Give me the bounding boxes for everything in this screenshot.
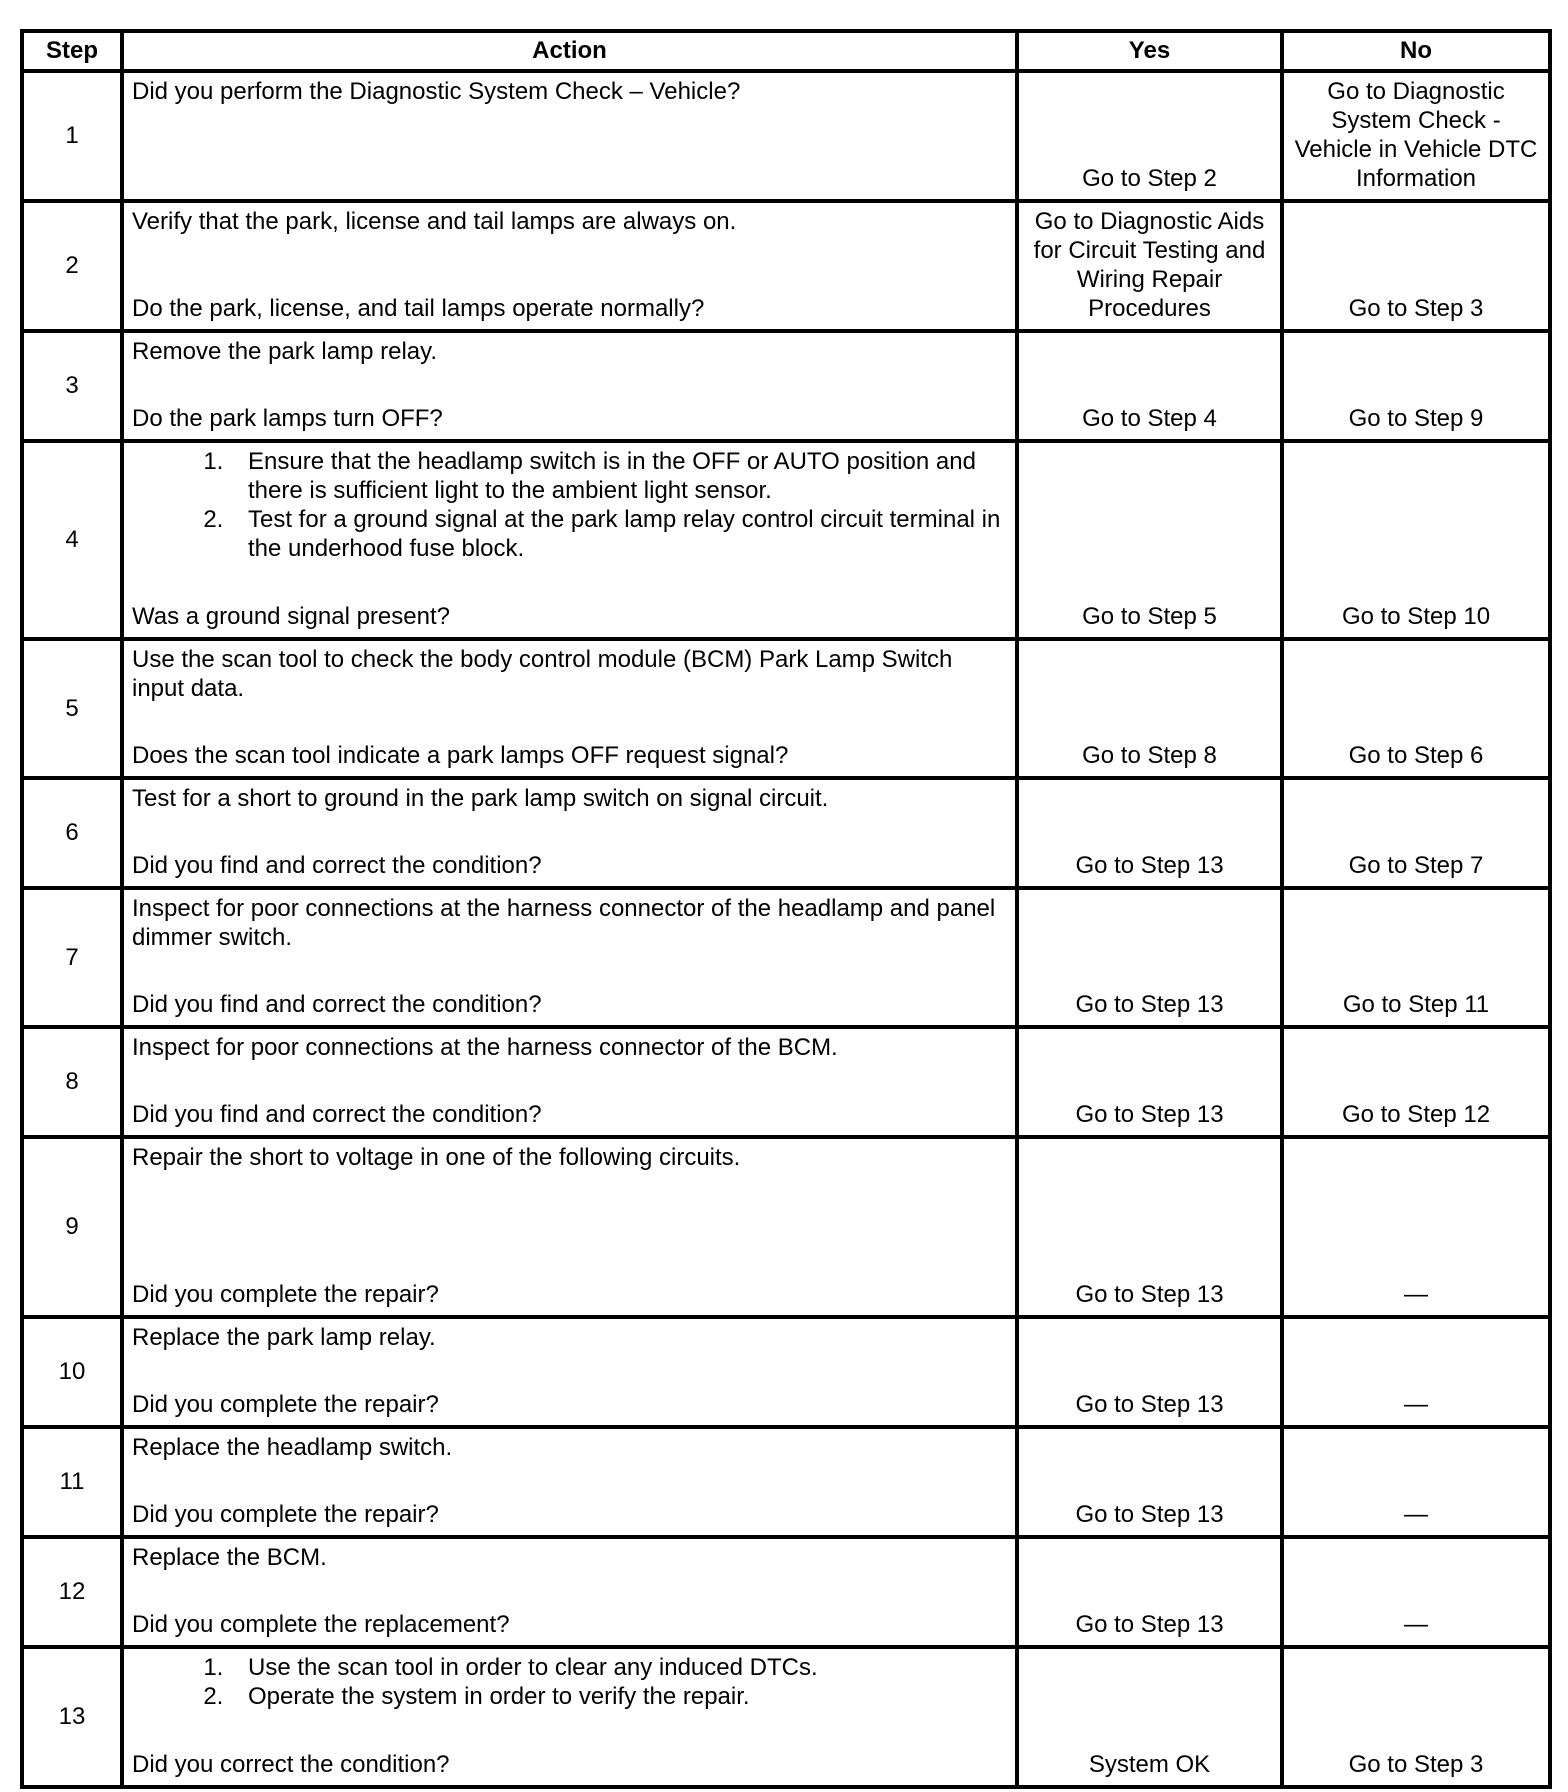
action-text: Use the scan tool to check the body control module (BCM) Park Lamp Switch input data. (132, 646, 953, 702)
yes-cell (1017, 1647, 1282, 1787)
action-instructions (132, 1653, 1007, 1711)
yes-result: Go to Step 13 (1075, 1501, 1224, 1528)
yes-result: Go to Step 8 (1082, 742, 1217, 769)
no-cell (1282, 1137, 1550, 1317)
no-cell (1282, 639, 1550, 778)
action-step-item: 2. Operate the system in order to verify the repair. (230, 1682, 1007, 1711)
table-row (22, 1317, 1550, 1427)
action-cell (122, 1427, 1017, 1537)
yes-result: Go to Step 13 (1075, 1391, 1224, 1418)
yes-cell (1017, 778, 1282, 888)
no-result: Go to Diagnostic System Check - Vehicle in Vehicle DTC Information (1294, 78, 1538, 192)
action-text: Did you perform the Diagnostic System Check – Vehicle? (132, 78, 741, 105)
yes-result: System OK (1088, 1751, 1211, 1778)
no-result: — (1404, 1501, 1428, 1528)
yes-result: Go to Step 13 (1075, 1611, 1224, 1638)
no-result: Go to Step 3 (1348, 295, 1484, 322)
yes-result: Go to Step 13 (1075, 852, 1224, 879)
step-number: 1 (22, 71, 122, 201)
action-cell (122, 441, 1017, 639)
action-cell (122, 1647, 1017, 1787)
table-row (22, 1647, 1550, 1787)
yes-cell (1017, 1027, 1282, 1137)
step-number: 6 (22, 778, 122, 888)
action-steps-list (132, 447, 1007, 563)
action-text: Repair the short to voltage in one of the following circuits. (132, 1144, 741, 1171)
no-cell (1282, 71, 1550, 201)
table-row (22, 888, 1550, 1027)
action-text: Inspect for poor connections at the harness connector of the BCM. (132, 1034, 838, 1061)
action-question: Did you find and correct the condition? (132, 991, 542, 1018)
no-result: — (1404, 1611, 1428, 1638)
action-cell (122, 331, 1017, 441)
action-question: Did you complete the repair? (132, 1391, 439, 1418)
action-text: Remove the park lamp relay. (132, 338, 438, 365)
action-cell (122, 778, 1017, 888)
action-question: Did you complete the repair? (132, 1501, 439, 1528)
yes-result: Go to Step 4 (1082, 405, 1217, 432)
table-row (22, 1537, 1550, 1647)
step-number: 10 (22, 1317, 122, 1427)
step-number: 5 (22, 639, 122, 778)
diagnostic-table (20, 29, 1552, 1789)
action-cell (122, 1027, 1017, 1137)
action-cell (122, 1317, 1017, 1427)
yes-result: Go to Step 2 (1082, 165, 1217, 192)
yes-cell (1017, 71, 1282, 201)
action-instructions (132, 1033, 1007, 1062)
action-cell (122, 71, 1017, 201)
action-question: Did you complete the replacement? (132, 1611, 510, 1638)
no-cell (1282, 1427, 1550, 1537)
table-row (22, 1137, 1550, 1317)
action-question: Did you find and correct the condition? (132, 1101, 542, 1128)
action-question: Do the park, license, and tail lamps operate normally? (132, 295, 705, 322)
no-cell (1282, 1027, 1550, 1137)
step-number: 2 (22, 201, 122, 331)
action-instructions (132, 207, 1007, 236)
yes-cell (1017, 639, 1282, 778)
action-instructions (132, 894, 1007, 952)
no-cell (1282, 1317, 1550, 1427)
yes-cell (1017, 1137, 1282, 1317)
table-row (22, 441, 1550, 639)
yes-result: Go to Step 5 (1082, 603, 1217, 630)
no-cell (1282, 331, 1550, 441)
no-result: Go to Step 7 (1348, 852, 1484, 879)
step-number: 3 (22, 331, 122, 441)
action-text: Inspect for poor connections at the harness connector of the headlamp and panel dimmer switch. (132, 895, 996, 951)
action-question: Do the park lamps turn OFF? (132, 405, 443, 432)
no-result: Go to Step 6 (1348, 742, 1484, 769)
action-instructions (132, 77, 1007, 106)
no-cell (1282, 1537, 1550, 1647)
table-row (22, 1027, 1550, 1137)
action-text: Replace the headlamp switch. (132, 1434, 453, 1461)
table-row (22, 201, 1550, 331)
yes-cell (1017, 1427, 1282, 1537)
step-number: 9 (22, 1137, 122, 1317)
action-text: Verify that the park, license and tail lamps are always on. (132, 208, 737, 235)
header-step: Step (22, 31, 122, 71)
action-steps-list (132, 1653, 1007, 1711)
no-cell (1282, 778, 1550, 888)
header-yes: Yes (1017, 31, 1282, 71)
action-instructions (132, 1323, 1007, 1352)
action-cell (122, 888, 1017, 1027)
action-cell (122, 1137, 1017, 1317)
table-row (22, 639, 1550, 778)
action-text: Test for a short to ground in the park lamp switch on signal circuit. (132, 785, 829, 812)
action-step-item: 1. Use the scan tool in order to clear any induced DTCs. (230, 1653, 1007, 1682)
action-instructions (132, 1543, 1007, 1572)
action-instructions (132, 447, 1007, 563)
table-row (22, 71, 1550, 201)
no-result: Go to Step 10 (1341, 603, 1491, 630)
action-instructions (132, 645, 1007, 703)
table-row (22, 778, 1550, 888)
step-number: 8 (22, 1027, 122, 1137)
step-number: 12 (22, 1537, 122, 1647)
action-cell (122, 1537, 1017, 1647)
no-cell (1282, 441, 1550, 639)
yes-cell (1017, 201, 1282, 331)
no-result: Go to Step 12 (1341, 1101, 1491, 1128)
no-result: Go to Step 9 (1348, 405, 1484, 432)
no-cell (1282, 201, 1550, 331)
action-question: Did you find and correct the condition? (132, 852, 542, 879)
header-action: Action (122, 31, 1017, 71)
table-row (22, 331, 1550, 441)
action-question: Was a ground signal present? (132, 603, 450, 630)
yes-cell (1017, 1537, 1282, 1647)
no-cell (1282, 888, 1550, 1027)
action-instructions (132, 784, 1007, 813)
yes-result: Go to Diagnostic Aids for Circuit Testing and Wiring Repair Procedures (1033, 208, 1266, 322)
table-row (22, 1427, 1550, 1537)
yes-result: Go to Step 13 (1075, 1281, 1224, 1308)
action-instructions (132, 1433, 1007, 1462)
action-instructions (132, 1143, 1007, 1172)
header-no: No (1282, 31, 1550, 71)
yes-cell (1017, 1317, 1282, 1427)
action-step-item: 1. Ensure that the headlamp switch is in the OFF or AUTO position and there is sufficient light to the ambient light sensor. (230, 447, 1007, 505)
action-question: Did you correct the condition? (132, 1751, 450, 1778)
yes-cell (1017, 888, 1282, 1027)
yes-result: Go to Step 13 (1075, 991, 1224, 1018)
action-text: Replace the BCM. (132, 1544, 327, 1571)
header-row (22, 31, 1550, 71)
no-result: Go to Step 11 (1342, 991, 1490, 1018)
action-question: Does the scan tool indicate a park lamps OFF request signal? (132, 742, 789, 769)
step-number: 13 (22, 1647, 122, 1787)
no-result: — (1404, 1281, 1428, 1308)
yes-result: Go to Step 13 (1075, 1101, 1224, 1128)
action-cell (122, 201, 1017, 331)
yes-cell (1017, 441, 1282, 639)
action-text: Replace the park lamp relay. (132, 1324, 436, 1351)
step-number: 4 (22, 441, 122, 639)
action-step-item: 2. Test for a ground signal at the park lamp relay control circuit terminal in the underhood fuse block. (230, 505, 1007, 563)
no-result: Go to Step 3 (1348, 1751, 1484, 1778)
action-cell (122, 639, 1017, 778)
no-result: — (1404, 1391, 1428, 1418)
action-instructions (132, 337, 1007, 366)
no-cell (1282, 1647, 1550, 1787)
yes-cell (1017, 331, 1282, 441)
step-number: 11 (22, 1427, 122, 1537)
action-question: Did you complete the repair? (132, 1281, 439, 1308)
step-number: 7 (22, 888, 122, 1027)
